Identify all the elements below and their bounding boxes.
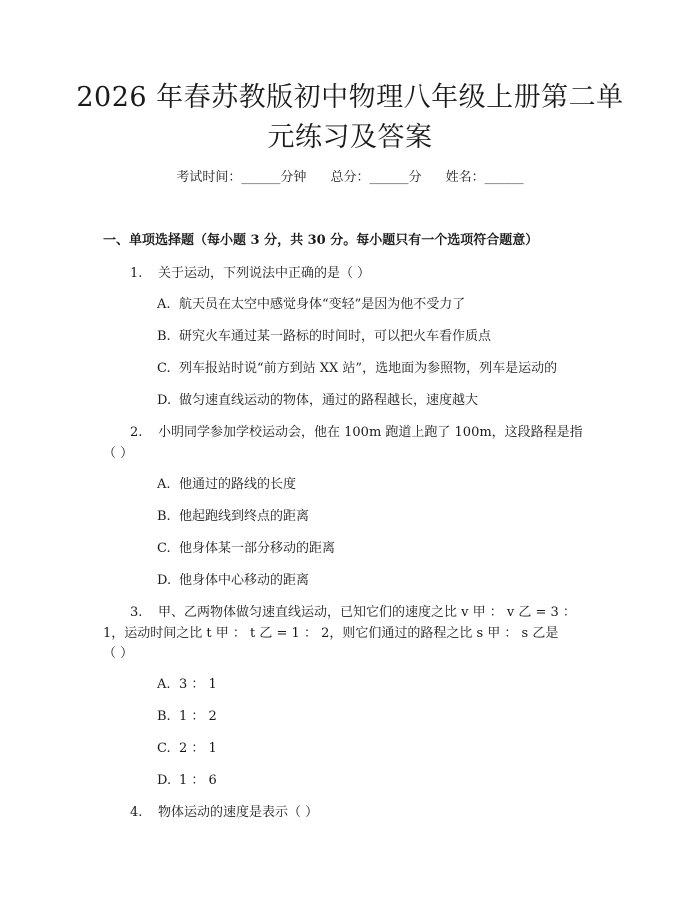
time-unit: 分钟 (280, 170, 307, 185)
exam-name (446, 170, 524, 185)
time-label: 考试时间： (176, 170, 242, 185)
question-2 (130, 421, 583, 440)
option-text: 他起跑线到终点的距离 (179, 509, 310, 524)
q2-option-a (157, 473, 296, 492)
q1-option-a (157, 293, 465, 312)
name-label: 姓名： (445, 170, 485, 185)
option-text: 研究火车通过某一路标的时间时，可以把火车看作质点 (179, 329, 492, 344)
question-2-cont: （ ） (103, 446, 134, 461)
question-3 (130, 601, 576, 620)
q2-option-b (157, 505, 309, 524)
option-key: D. (157, 773, 172, 788)
option-text: 列车报站时说“前方到站 XX 站”，选地面为参照物，列车是运动的 (179, 361, 558, 376)
option-key: D. (157, 573, 172, 588)
option-text: 做匀速直线运动的物体，通过的路程越长，速度越大 (179, 393, 479, 408)
option-key: B. (157, 509, 171, 524)
q2-option-d (157, 569, 309, 588)
question-text: 甲、乙两物体做匀速直线运动，已知它们的速度之比 v 甲 ： v 乙 = 3 ： (158, 605, 576, 620)
option-text: 2 ： 1 (179, 741, 217, 756)
score-blank: ______ (369, 170, 409, 185)
question-number: 1. (130, 266, 143, 281)
question-3-cont2: （ ） (103, 646, 134, 661)
q1-option-c (157, 357, 557, 376)
option-key: C. (157, 541, 171, 556)
name-blank: ______ (484, 170, 524, 185)
score-label: 总分： (330, 170, 370, 185)
title-line-1: 2026 年春苏教版初中物理八年级上册第二单 (76, 82, 624, 113)
question-number: 2. (130, 425, 143, 440)
section-title: 一、单项选择题（每小题 3 分，共 30 分。每小题只有一个选项符合题意） (103, 233, 539, 248)
q2-option-c (157, 537, 335, 556)
option-text: 1 ： 6 (179, 773, 217, 788)
q3-option-c (157, 737, 217, 756)
exam-score (330, 170, 421, 185)
time-blank: ______ (241, 170, 281, 185)
option-text: 航天员在太空中感觉身体“变轻”是因为他不受力了 (179, 297, 466, 312)
question-4 (130, 801, 318, 820)
option-key: C. (157, 361, 171, 376)
question-1 (130, 262, 370, 281)
option-text: 3 ： 1 (179, 677, 217, 692)
option-text: 他身体某一部分移动的距离 (179, 541, 336, 556)
question-number: 4. (130, 805, 143, 820)
option-text: 他身体中心移动的距离 (179, 573, 310, 588)
option-key: C. (157, 741, 171, 756)
title-line-2: 元练习及答案 (267, 122, 433, 153)
score-unit: 分 (408, 170, 422, 185)
question-number: 3. (130, 605, 143, 620)
option-key: D. (157, 393, 172, 408)
exam-meta (0, 166, 700, 185)
option-key: A. (157, 677, 171, 692)
option-key: A. (157, 297, 171, 312)
option-key: A. (157, 477, 171, 492)
option-text: 1 ： 2 (179, 709, 217, 724)
question-text: 小明同学参加学校运动会，他在 100m 跑道上跑了 100m，这段路程是指 (158, 425, 583, 440)
page-title (60, 78, 640, 158)
option-key: B. (157, 709, 171, 724)
exam-time (176, 170, 306, 185)
q3-option-d (157, 769, 217, 788)
option-text: 他通过的路线的长度 (179, 477, 297, 492)
q3-option-b (157, 705, 217, 724)
question-3-cont: 1，运动时间之比 t 甲 ： t 乙 = 1 ： 2，则它们通过的路程之比 s 甲 ： s 乙是 (103, 626, 559, 641)
question-text: 关于运动，下列说法中正确的是（ ） (158, 266, 371, 281)
q1-option-b (157, 325, 491, 344)
question-text: 物体运动的速度是表示（ ） (158, 805, 319, 820)
q1-option-d (157, 389, 478, 408)
q3-option-a (157, 673, 217, 692)
option-key: B. (157, 329, 171, 344)
